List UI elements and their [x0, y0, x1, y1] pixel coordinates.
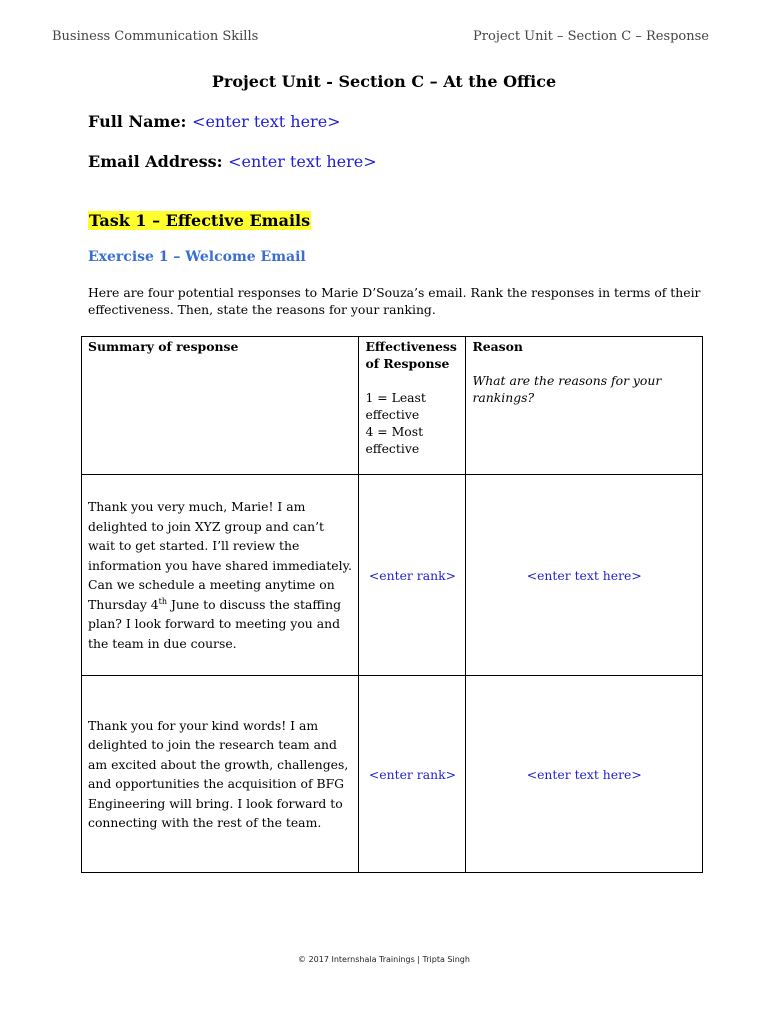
- table-header-row: [82, 337, 703, 475]
- running-header-right: Project Unit – Section C – Response: [473, 29, 709, 44]
- email-address-label: Email Address:: [88, 152, 223, 171]
- summary-cell: Thank you for your kind words! I am delighted to join the research team and am excited about the growth, challenges, and opportunities the acquisition of BFG Engineering will bring. I look forward to connecting with the rest of the team.: [82, 676, 359, 873]
- summary-superscript: th: [158, 596, 168, 606]
- full-name-field: [88, 112, 341, 131]
- response-ranking-table: [81, 336, 703, 873]
- header-reason-cell: [466, 337, 703, 475]
- rank-input[interactable]: <enter rank>: [359, 676, 466, 873]
- summary-text-end: June to discuss the staffing plan? I look forward to meeting you and the team in due course.: [88, 596, 342, 651]
- exercise-heading: Exercise 1 – Welcome Email: [88, 249, 306, 265]
- instructions-paragraph: Here are four potential responses to Marie D’Souza’s email. Rank the responses in terms of their effectiveness. Then, state the reasons for your ranking.: [88, 285, 701, 317]
- reason-prompt: What are the reasons for your rankings?: [472, 373, 662, 405]
- scale-least: 1 = Least effective: [365, 390, 426, 422]
- running-header-left: Business Communication Skills: [52, 29, 259, 44]
- reason-input[interactable]: <enter text here>: [466, 475, 703, 676]
- full-name-input[interactable]: <enter text here>: [192, 112, 341, 131]
- reason-input[interactable]: <enter text here>: [466, 676, 703, 873]
- summary-cell: [82, 475, 359, 676]
- page-footer: © 2017 Internshala Trainings | Tripta Singh: [298, 955, 470, 964]
- header-summary-cell: [82, 337, 359, 475]
- header-effectiveness: Effectiveness of Response: [365, 339, 457, 371]
- task-heading: Task 1 – Effective Emails: [89, 211, 311, 230]
- table-row: [82, 676, 703, 873]
- header-effectiveness-cell: [359, 337, 466, 475]
- email-address-input[interactable]: <enter text here>: [228, 152, 377, 171]
- document-title: Project Unit - Section C – At the Office: [211, 72, 557, 91]
- full-name-label: Full Name:: [88, 112, 187, 131]
- header-summary: Summary of response: [88, 339, 239, 354]
- email-address-field: [88, 152, 377, 171]
- scale-most: 4 = Most effective: [365, 424, 424, 456]
- rank-input[interactable]: <enter rank>: [359, 475, 466, 676]
- header-reason: Reason: [472, 339, 523, 354]
- table-row: [82, 475, 703, 676]
- summary-text-start: Thank you very much, Marie! I am delighted to join XYZ group and can’t wait to get started. I’ll review the information you have shared immediately. Can we schedule a meeting anytime on Thursday 4: [88, 499, 352, 612]
